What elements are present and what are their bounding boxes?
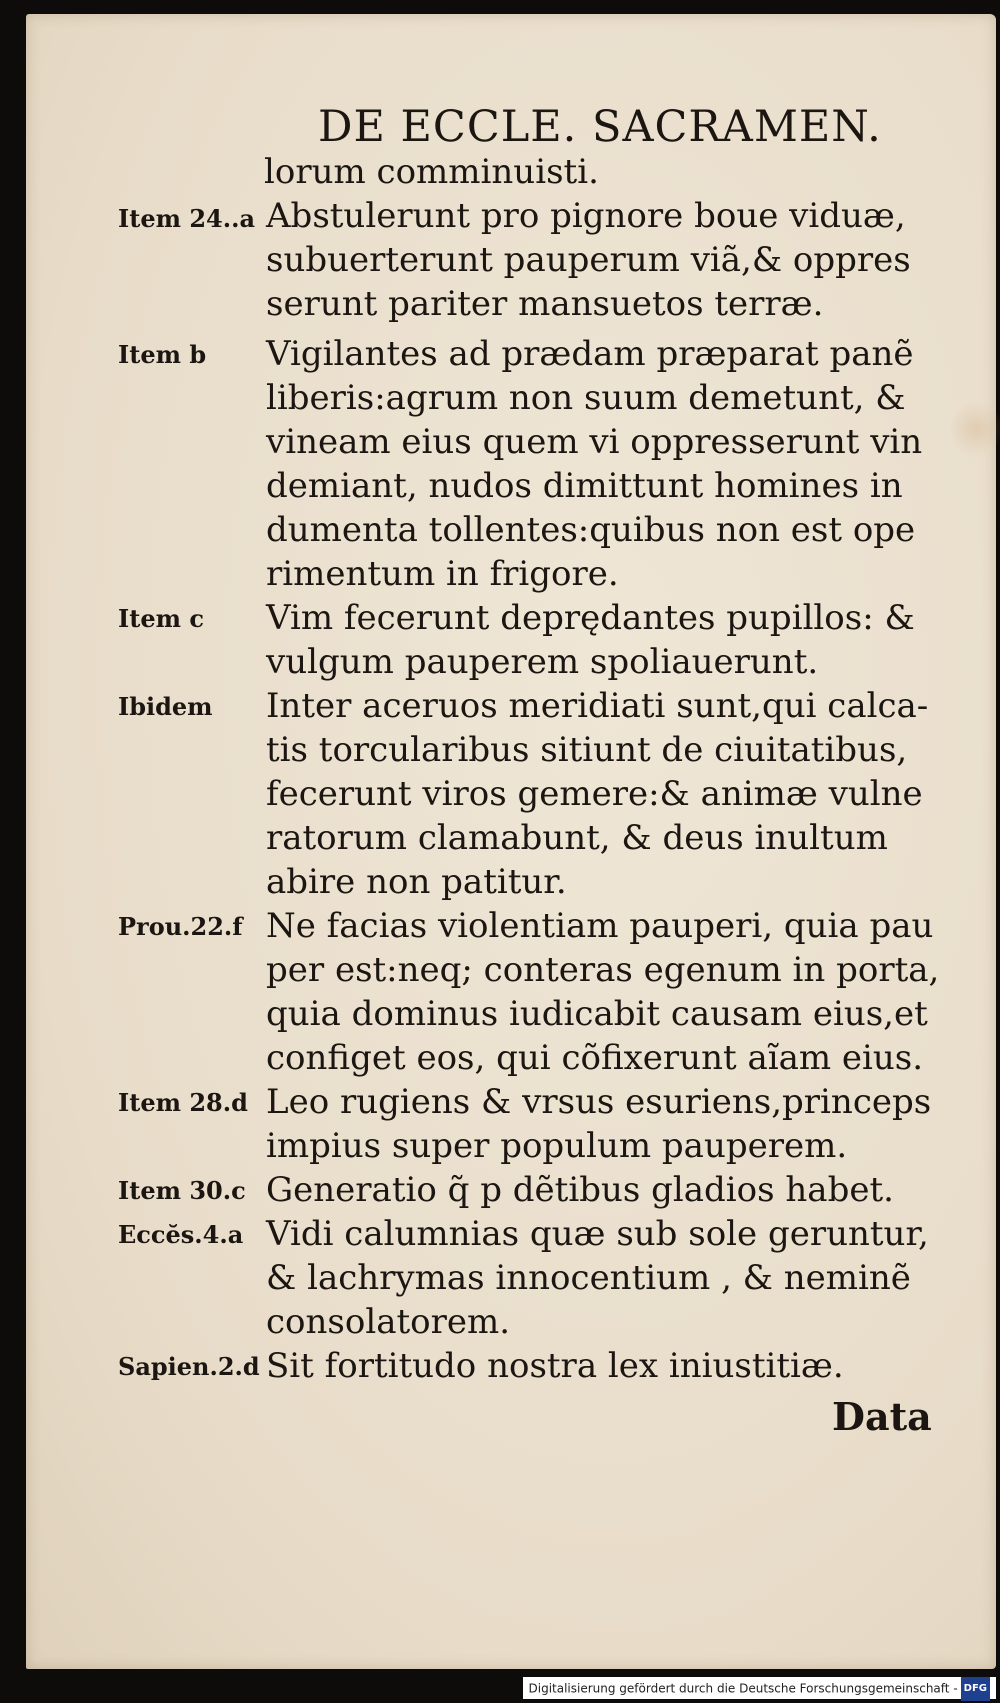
marginal-reference: Sapien.2.d [118,1352,260,1381]
text-line: Sit fortitudo nostra lex iniustitiæ. [266,1346,844,1386]
catchword: Data [832,1394,932,1439]
marginal-reference: Item 24..a [118,204,255,233]
text-line: quia dominus iudicabit causam eius,et [266,994,928,1034]
text-line: Abstulerunt pro pignore boue viduæ, [266,196,906,236]
text-line: demiant, nudos dimittunt homines in [266,466,903,506]
entry-text [266,1212,966,1344]
text-line: dumenta tollentes:quibus non est ope [266,510,916,550]
text-line: vulgum pauperem spoliauerunt. [266,642,819,682]
text-line: Leo rugiens & vrsus esuriens,princeps [266,1082,932,1122]
text-line: & lachrymas innocentium , & neminẽ [266,1258,911,1298]
entry-text [266,1168,966,1212]
text-line: Vim fecerunt deprędantes pupillos: & [266,598,915,638]
marginal-reference: Eccĕs.4.a [118,1220,244,1249]
running-head: DE ECCLE. SACRAMEN. [318,102,882,152]
entry-text [266,596,966,684]
entry-text [266,332,966,596]
text-line: vineam eius quem vi oppresserunt vin [266,422,923,462]
dfg-logo: DFG [961,1677,990,1701]
text-line: Ne facias violentiam pauperi, quia pau [266,906,934,946]
text-line: fecerunt viros gemere:& animæ vulne [266,774,923,814]
marginal-reference: Item b [118,340,207,369]
entry-text [266,194,966,326]
entry-text [266,1080,966,1168]
marginal-reference: Item 30.c [118,1176,246,1205]
entry-text [264,150,964,194]
text-line: impius super populum pauperem. [266,1126,848,1166]
text-line: ratorum clamabunt, & deus inultum [266,818,888,858]
text-line: per est:neq; conteras egenum in porta, [266,950,940,990]
entry-text [266,1344,966,1388]
text-line: liberis:agrum non suum demetunt, & [266,378,906,418]
text-line: consolatorem. [266,1302,511,1342]
text-line: subuerterunt pauperum viã,& oppres [266,240,911,280]
entry-text [266,684,966,904]
text-line: configet eos, qui cõfixerunt aĩam eius. [266,1038,924,1078]
text-line: Vidi calumnias quæ sub sole geruntur, [266,1214,929,1254]
digitization-credit [523,1677,997,1699]
text-line: lorum comminuisti. [264,152,599,192]
marginal-reference: Ibidem [118,692,213,721]
marginal-reference: Item c [118,604,204,633]
text-line: abire non patitur. [266,862,567,902]
text-line: tis torcularibus sitiunt de ciuitatibus, [266,730,908,770]
text-line: Vigilantes ad prædam præparat panẽ [266,334,914,374]
book-page [26,14,996,1669]
marginal-reference: Prou.22.f [118,912,243,941]
text-line: serunt pariter mansuetos terræ. [266,284,824,324]
text-line: Generatio q̃ p dẽtibus gladios habet. [266,1170,894,1210]
marginal-reference: Item 28.d [118,1088,248,1117]
credit-text: Digitalisierung gefördert durch die Deutsche Forschungsgemeinschaft - [528,1681,958,1696]
text-line: Inter aceruos meridiati sunt,qui calca- [266,686,929,726]
entry-text [266,904,966,1080]
text-line: rimentum in frigore. [266,554,619,594]
